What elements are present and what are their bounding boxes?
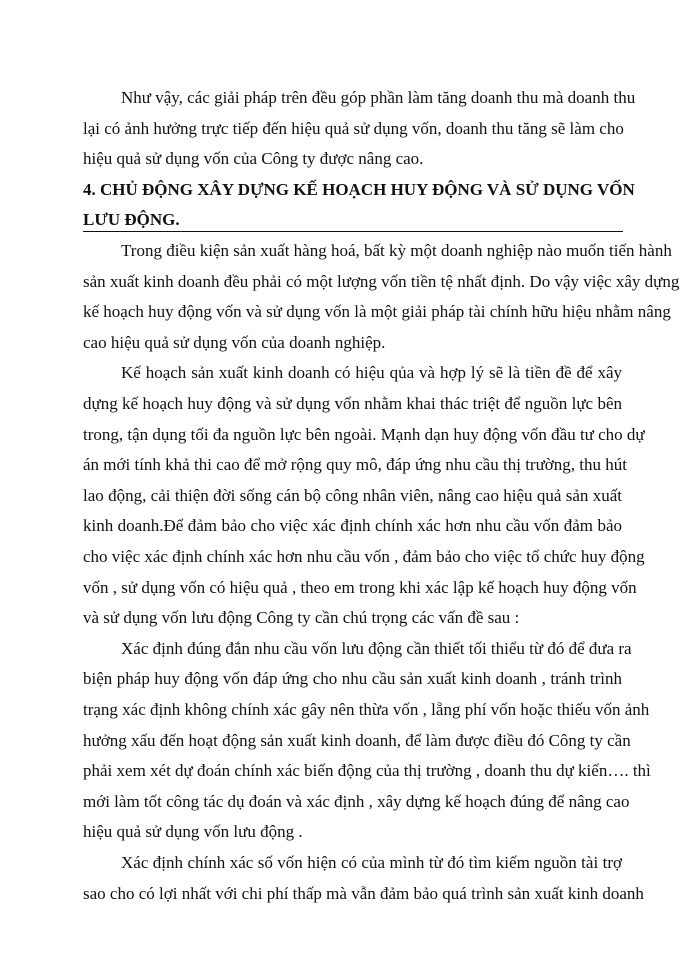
- section-heading-continued: LƯU ĐỘNG.: [83, 210, 180, 229]
- paragraph-line: và sử dụng vốn lưu động Công ty cần chú trọng các vấn đề sau :: [83, 608, 520, 627]
- paragraph-line: sao cho có lợi nhất với chi phí thấp mà vẫn đảm bảo quá trình sản xuất kinh doanh: [83, 884, 644, 903]
- paragraph-line: cao hiệu quả sử dụng vốn của doanh nghiệp.: [83, 333, 386, 352]
- paragraph-line: hiệu quả sử dụng vốn lưu động .: [83, 822, 303, 841]
- paragraph-line: vốn , sử dụng vốn có hiệu quả , theo em trong khi xác lập kế hoạch huy động vốn: [83, 578, 637, 597]
- paragraph-line: lao động, cải thiện đời sống cán bộ công nhân viên, nâng cao hiệu quả sản xuất: [83, 486, 622, 505]
- paragraph-line: Trong điều kiện sản xuất hàng hoá, bất kỳ một doanh nghiệp nào muốn tiến hành: [121, 241, 672, 260]
- paragraph-line: phải xem xét dự đoán chính xác biến động của thị trường , doanh thu dự kiến…. thì: [83, 761, 651, 780]
- paragraph-line: kinh doanh.Để đảm bảo cho việc xác định chính xác hơn nhu cầu vốn đảm bảo: [83, 516, 622, 535]
- paragraph-line: cho việc xác định chính xác hơn nhu cầu vốn , đảm bảo cho việc tổ chức huy động: [83, 547, 645, 566]
- paragraph-line: Xác định đúng đắn nhu cầu vốn lưu động cần thiết tối thiểu từ đó để đưa ra: [121, 639, 632, 658]
- paragraph-line: sản xuất kinh doanh đều phải có một lượng vốn tiền tệ nhất định. Do vậy việc xây dựng: [83, 272, 680, 291]
- paragraph-line: Kế hoạch sản xuất kinh doanh có hiệu qủa và hợp lý sẽ là tiền đề để xây: [121, 363, 622, 382]
- paragraph-line: hưởng xấu đến hoạt động sản xuất kinh doanh, để làm được điều đó Công ty cần: [83, 731, 631, 750]
- paragraph-line: Như vậy, các giải pháp trên đều góp phần làm tăng doanh thu mà doanh thu: [121, 88, 636, 107]
- paragraph-line: lại có ảnh hưởng trực tiếp đến hiệu quả sử dụng vốn, doanh thu tăng sẽ làm cho: [83, 119, 624, 138]
- paragraph-line: biện pháp huy động vốn đáp ứng cho nhu cầu sản xuất kinh doanh , tránh trình: [83, 669, 622, 688]
- paragraph-line: Xác định chính xác số vốn hiện có của mình từ đó tìm kiếm nguồn tài trợ: [121, 853, 622, 872]
- heading-underline: [83, 231, 623, 232]
- paragraph-line: án mới tính khả thi cao để mở rộng quy mô, đáp ứng nhu cầu thị trường, thu hút: [83, 455, 627, 474]
- paragraph-line: dựng kế hoạch huy động và sử dụng vốn nhằm khai thác triệt để nguồn lực bên: [83, 394, 622, 413]
- paragraph-line: hiệu quả sử dụng vốn của Công ty được nâng cao.: [83, 149, 424, 168]
- paragraph-line: kế hoạch huy động vốn và sử dụng vốn là một giải pháp tài chính hữu hiệu nhằm nâng: [83, 302, 671, 321]
- paragraph-line: mới làm tốt công tác dụ đoán và xác định , xây dựng kế hoạch đúng để nâng cao: [83, 792, 630, 811]
- paragraph-line: trong, tận dụng tối đa nguồn lực bên ngoài. Mạnh dạn huy động vốn đầu tư cho dự: [83, 425, 645, 444]
- section-heading: 4. CHỦ ĐỘNG XÂY DỰNG KẾ HOẠCH HUY ĐỘNG VÀ SỬ DỤNG VỐN: [83, 180, 635, 199]
- paragraph-line: trạng xác định không chính xác gây nên thừa vốn , lẵng phí vốn hoặc thiếu vốn ảnh: [83, 700, 650, 719]
